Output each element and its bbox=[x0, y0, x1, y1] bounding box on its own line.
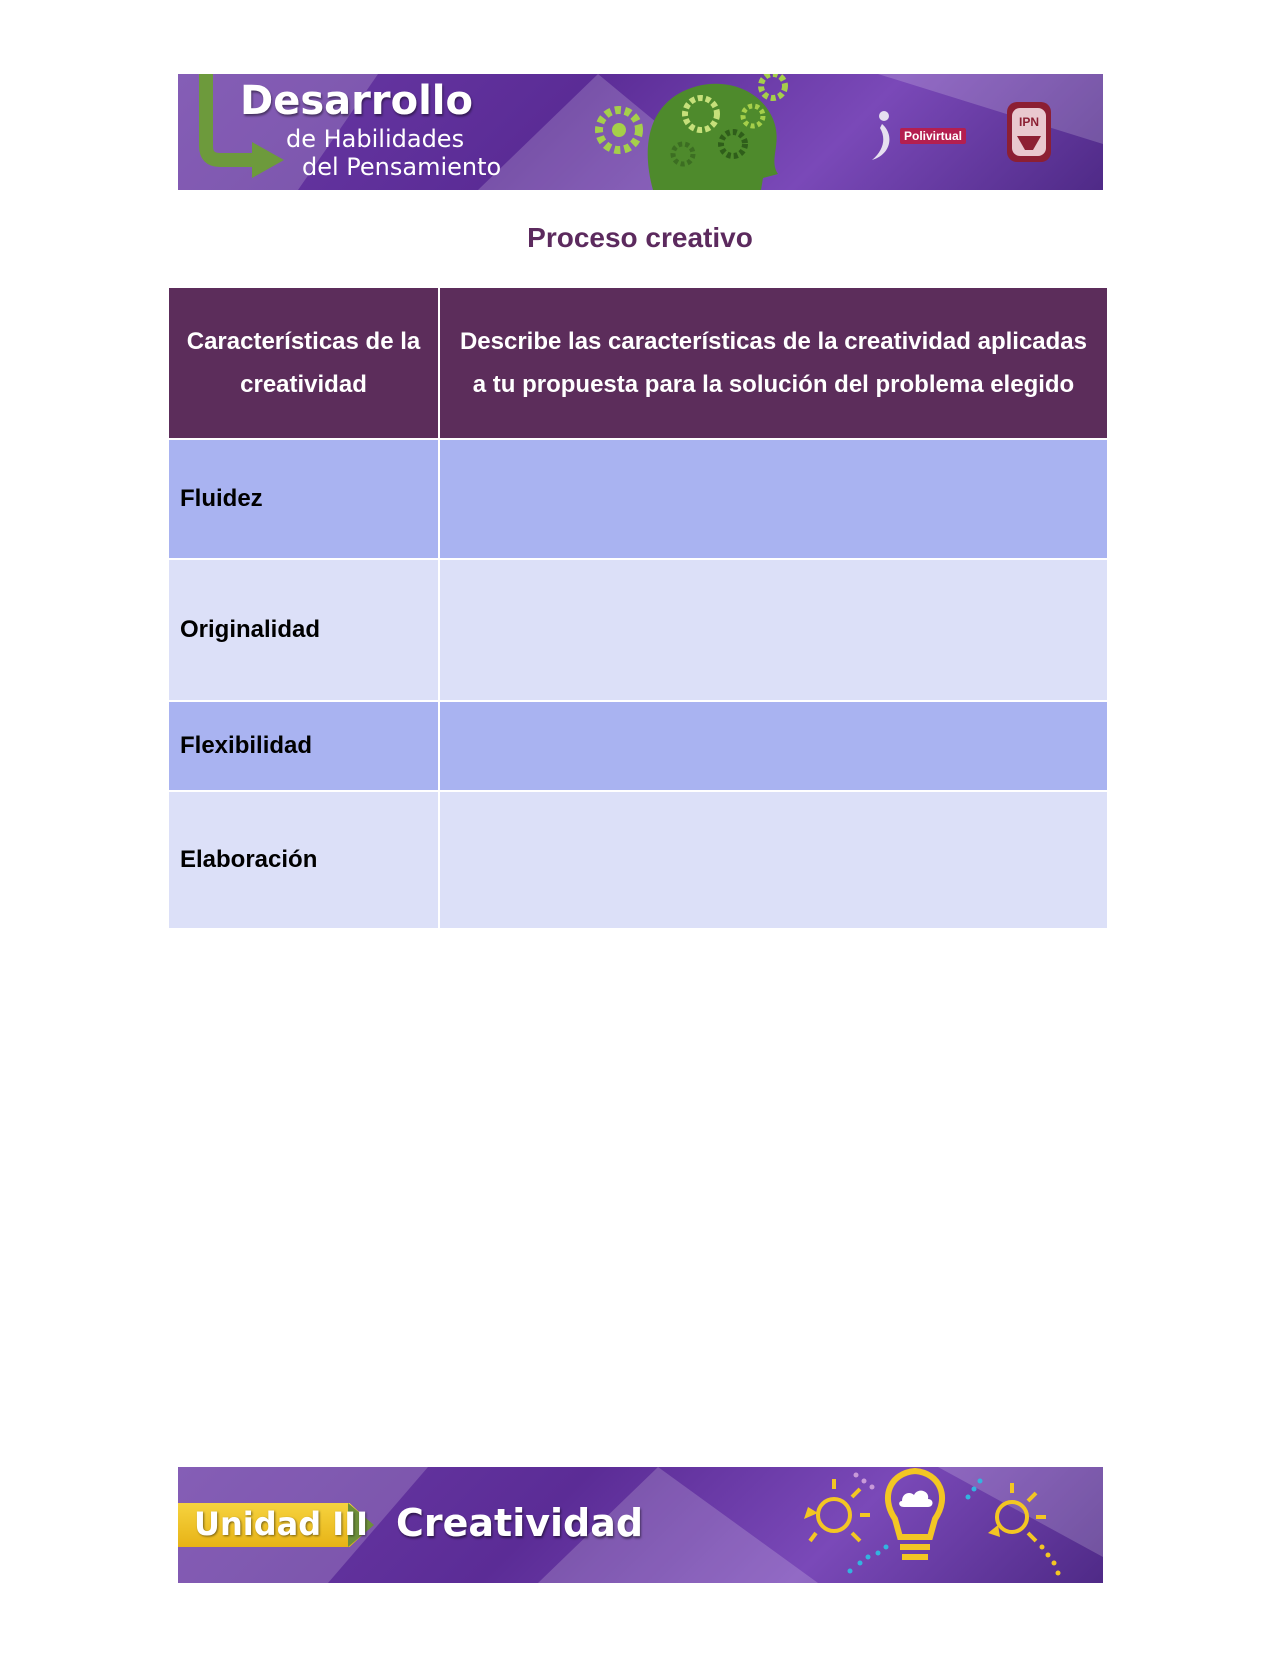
polivirtual-label: Polivirtual bbox=[900, 128, 966, 144]
table-row bbox=[168, 791, 1108, 929]
row-label-elaboracion: Elaboración bbox=[168, 791, 439, 929]
row-label-flexibilidad: Flexibilidad bbox=[168, 701, 439, 791]
ipn-seal-text: IPN bbox=[1018, 115, 1040, 129]
polivirtual-logo bbox=[868, 108, 966, 164]
table-row bbox=[168, 701, 1108, 791]
column-header-characteristic: Características de la creatividad bbox=[168, 287, 439, 439]
row-label-originalidad: Originalidad bbox=[168, 559, 439, 701]
header-banner bbox=[178, 74, 1103, 190]
course-subtitle-2: del Pensamiento bbox=[302, 153, 502, 181]
polivirtual-swoosh-icon bbox=[868, 108, 898, 164]
footer-banner bbox=[178, 1467, 1103, 1583]
table-row bbox=[168, 559, 1108, 701]
lightbulbs-icon bbox=[790, 1467, 1080, 1583]
course-title: Desarrollo bbox=[240, 78, 473, 124]
table-header-row bbox=[168, 287, 1108, 439]
column-header-description: Describe las características de la creatividad aplicadas a tu propuesta para la solución del problema elegido bbox=[439, 287, 1108, 439]
row-label-fluidez: Fluidez bbox=[168, 439, 439, 559]
description-cell-fluidez[interactable] bbox=[439, 439, 1108, 559]
ipn-seal-icon bbox=[1003, 96, 1055, 168]
description-cell-originalidad[interactable] bbox=[439, 559, 1108, 701]
gear-head-icon bbox=[583, 74, 803, 190]
unit-label: Unidad III bbox=[194, 1505, 368, 1543]
creativity-table bbox=[167, 286, 1109, 930]
unit-title: Creatividad bbox=[396, 1501, 644, 1545]
description-cell-elaboracion[interactable] bbox=[439, 791, 1108, 929]
description-cell-flexibilidad[interactable] bbox=[439, 701, 1108, 791]
table-row bbox=[168, 439, 1108, 559]
page-title: Proceso creativo bbox=[527, 222, 753, 253]
course-subtitle-1: de Habilidades bbox=[286, 125, 465, 153]
